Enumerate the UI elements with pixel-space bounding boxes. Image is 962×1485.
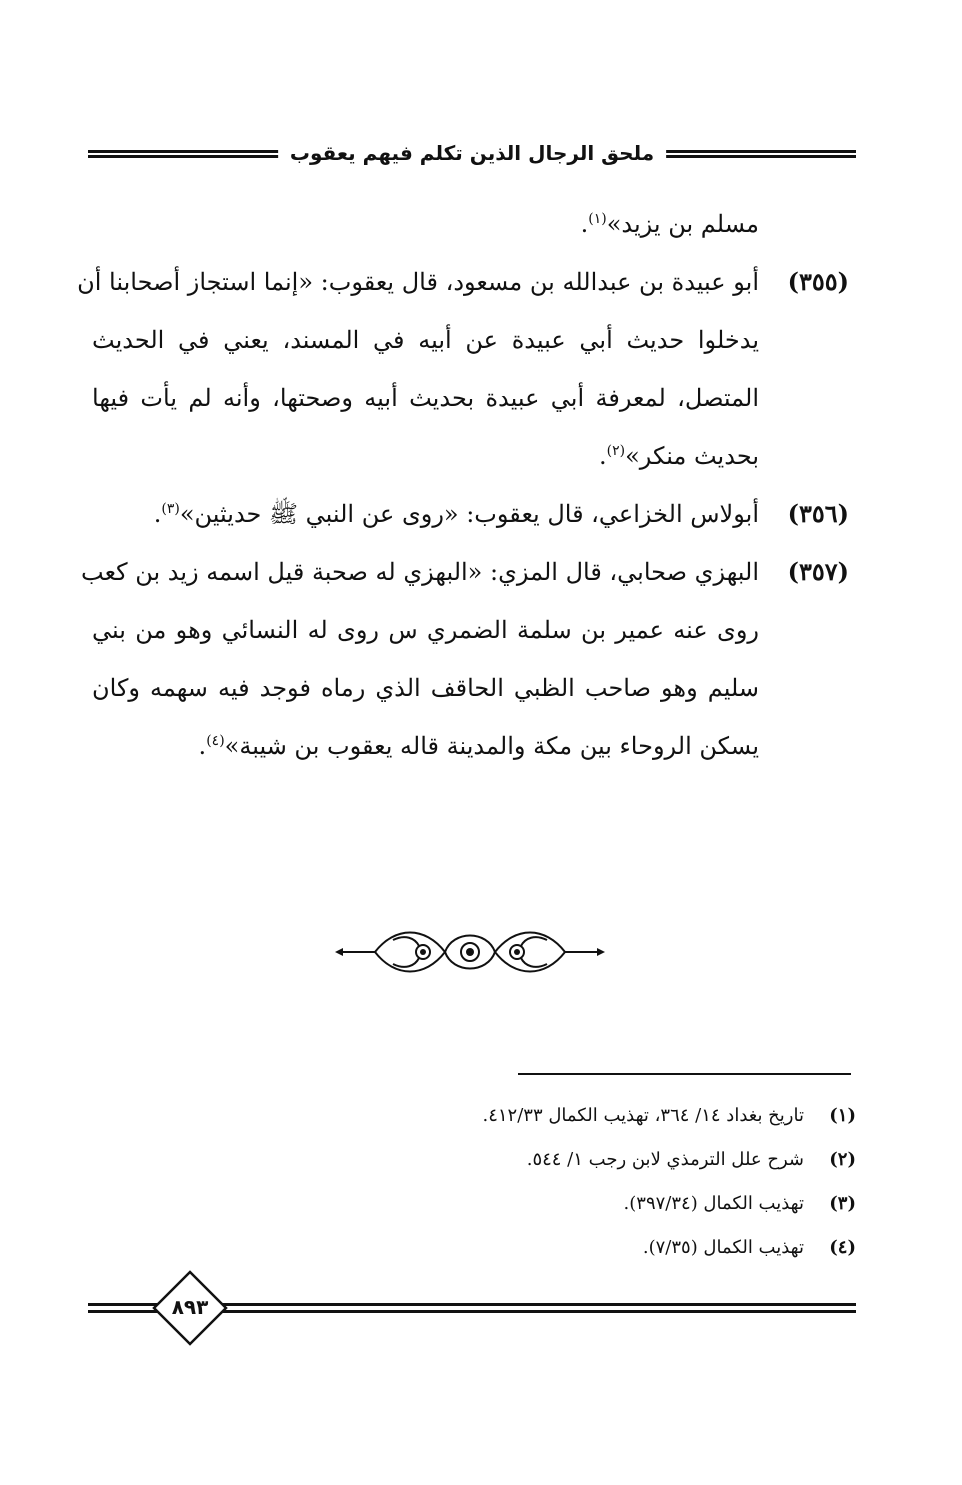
footnote-separator [518,1073,851,1075]
entry-355 [77,253,857,485]
footnote-number: (٤) [829,1237,856,1258]
continuation-line: مسلم بن يزيد»$^{(١)}$. [580,210,759,238]
main-text [77,195,857,775]
footnote-ref: (١) [588,211,607,227]
footnotes [396,1094,856,1270]
footnote [396,1182,856,1226]
entry-text [77,253,760,485]
text-line: يدخلوا حديث أبي عبيدة عن أبيه في المسند، يعني في الحديث [92,326,760,354]
page-number: ٨٩٣ [171,1295,209,1319]
footnote [396,1138,856,1182]
entry-357 [81,543,857,775]
text-line: مسلم بن يزيد» [606,210,759,238]
footnote-ref: (٣) [161,501,180,517]
footnote-ref: (٢) [606,443,626,459]
footnote-number: (١) [829,1105,856,1126]
text-line: يسكن الروحاء بين مكة والمدينة قاله يعقوب بن شيبة» [224,732,759,760]
running-header [88,138,856,168]
footnote-text: شرح علل الترمذي لابن رجب ١/ ٥٤٤. [526,1149,804,1170]
footnote-text: تهذيب الكمال (٧/٣٥). [642,1237,804,1258]
footnote-text: تهذيب الكمال (٣٩٧/٣٤). [623,1193,804,1214]
entry-number: (٣٥٧) [787,557,849,586]
header-title: ملحق الرجال الذين تكلم فيهم يعقوب [278,138,666,168]
entry-text [92,485,759,543]
entry-356 [92,485,857,543]
text-line: أبو عبيدة بن عبدالله بن مسعود، قال يعقوب: «إنما استجاز أصحابنا أن [77,268,759,296]
text-line: أبولاس الخزاعي، قال يعقوب: «روى عن النبي ﷺ حديثين» [179,500,759,528]
text-line-last: أبولاس الخزاعي، قال يعقوب: «روى عن النبي ﷺ حديثين»$^{(٣)}$. [153,500,759,528]
text-line: البهزي صحابي، قال المزي: «البهزي له صحبة قيل اسمه زيد بن كعب [81,558,759,586]
entry-number: (٣٥٦) [787,499,849,528]
page-footer [88,1270,856,1350]
entry-text [81,543,759,775]
entry-number: (٣٥٥) [787,267,849,296]
text-line: المتصل، لمعرفة أبي عبيدة بحديث أبيه وصحتها، وأنه لم يأت فيها [92,384,759,412]
footnote-number: (٢) [829,1149,856,1170]
footnote [396,1226,856,1270]
text-line-last: يسكن الروحاء بين مكة والمدينة قاله يعقوب بن شيبة»$^{(٤)}$. [198,732,759,760]
footnote-number: (٣) [829,1193,856,1214]
text-line: سليم وهو صاحب الظبي الحاقف الذي رماه فوجد فيه سهمه وكان [92,674,759,702]
footnote-ref: (٤) [206,733,225,749]
footnote-text: تاريخ بغداد ١٤/ ٣٦٤، تهذيب الكمال ٤١٢/٣٣. [482,1105,804,1126]
ornament-divider-icon [335,920,605,984]
text-line: روى عنه عمير بن سلمة الضمري س روى له النسائي وهو من بني [92,616,759,644]
text-line-last: بحديث منكر»$^{(٢)}$. [598,442,759,470]
text-line: بحديث منكر» [625,442,759,470]
footnote [396,1094,856,1138]
